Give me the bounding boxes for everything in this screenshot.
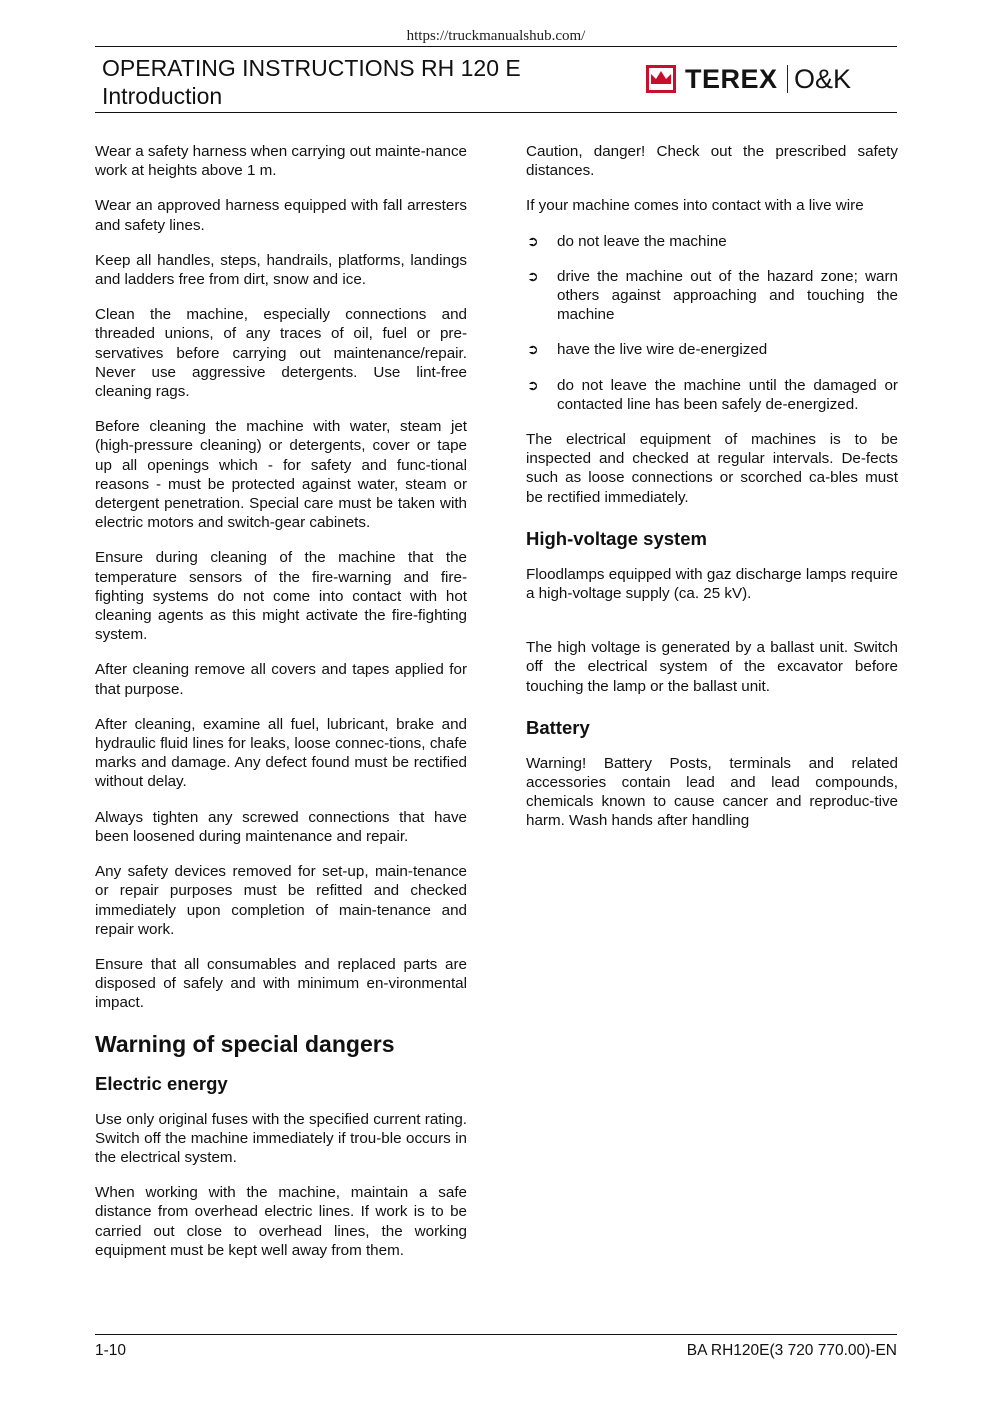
logo-brand-text: TEREX bbox=[685, 63, 778, 94]
list-item bbox=[526, 232, 898, 251]
source-url[interactable]: https://truckmanualshub.com/ bbox=[406, 28, 586, 44]
paragraph: Wear an approved harness equipped with fall arresters and safety lines. bbox=[95, 197, 467, 234]
terex-ok-logo bbox=[646, 64, 896, 94]
subheading-high-voltage-system: High-voltage system bbox=[526, 527, 707, 549]
list-item-text: drive the machine out of the hazard zone; warn others against approaching and touching the machine bbox=[557, 267, 898, 324]
arrow-bullet-icon: ➲ bbox=[527, 376, 539, 393]
logo-partner-text: O&K bbox=[794, 63, 852, 94]
paragraph: Before cleaning the machine with water, steam jet (high-pressure cleaning) or detergents, cover or tape up all openings which - for safety and func-tional reasons - must be protected against water, steam or detergent penetration. Special care must be taken with electric motors and switch-gear cabinets. bbox=[95, 418, 467, 532]
paragraph: The high voltage is generated by a ballast unit. Switch off the electrical system of the excavator before touching the lamp or the ballast unit. bbox=[526, 639, 898, 695]
paragraph: Clean the machine, especially connections and threaded unions, of any traces of oil, fuel or pre-servatives before carrying out maintenance/repair. Never use aggressive detergents. Use lint-free cleaning rags. bbox=[95, 306, 467, 401]
paragraph: Any safety devices removed for set-up, main-tenance or repair purposes must be refitted and checked immediately upon completion of main-tenance and repair work. bbox=[95, 863, 467, 938]
arrow-bullet-icon: ➲ bbox=[527, 267, 539, 284]
paragraph: Floodlamps equipped with gaz discharge lamps require a high-voltage supply (ca. 25 kV). bbox=[526, 565, 898, 603]
paragraph: Always tighten any screwed connections that have been loosened during maintenance and repair. bbox=[95, 808, 467, 845]
header-top-rule bbox=[95, 46, 897, 47]
header-bottom-rule bbox=[95, 112, 897, 113]
paragraph: When working with the machine, maintain a safe distance from overhead electric lines. If work is to be carried out close to overhead lines, the working equipment must be kept well away from them. bbox=[95, 1184, 467, 1259]
arrow-bullet-icon: ➲ bbox=[527, 341, 539, 358]
paragraph: If your machine comes into contact with a live wire bbox=[526, 197, 864, 215]
list-item-text: do not leave the machine bbox=[557, 232, 727, 250]
document-title: OPERATING INSTRUCTIONS RH 120 E bbox=[102, 55, 521, 81]
list-item bbox=[526, 340, 898, 359]
list-item-text: have the live wire de-energized bbox=[557, 341, 768, 359]
list-item bbox=[526, 267, 898, 325]
paragraph: Ensure that all consumables and replaced parts are disposed of safely and with minimum en-vironmental impact. bbox=[95, 955, 467, 1012]
paragraph: Ensure during cleaning of the machine that the temperature sensors of the fire-warning and fire-fighting systems do not come into contact with hot cleaning agents as this might activate the fire-fighting system. bbox=[95, 549, 467, 644]
paragraph: The electrical equipment of machines is to be inspected and checked at regular intervals. De-fects such as loose connections or scorched ca-bles must be rectified immediately. bbox=[526, 431, 898, 506]
footer-rule bbox=[95, 1334, 897, 1335]
document-reference: BA RH120E(3 720 770.00)-EN bbox=[686, 1342, 897, 1359]
page-number: 1-10 bbox=[95, 1342, 127, 1359]
paragraph: Keep all handles, steps, handrails, platforms, landings and ladders free from dirt, snow and ice. bbox=[95, 251, 467, 289]
paragraph: Caution, danger! Check out the prescribed safety distances. bbox=[526, 143, 898, 180]
paragraph: Warning! Battery Posts, terminals and related accessories contain lead and lead compounds, chemicals known to cause cancer and reproduc-tive harm. Wash hands after handling bbox=[526, 754, 898, 830]
live-wire-action-list bbox=[526, 232, 898, 414]
list-item-text: do not leave the machine until the damaged or contacted line has been safely de-energized. bbox=[557, 376, 898, 413]
list-item bbox=[526, 376, 898, 414]
chapter-title: Introduction bbox=[102, 83, 223, 109]
logo-separator bbox=[787, 65, 789, 93]
subheading-electric-energy: Electric energy bbox=[95, 1072, 228, 1094]
terex-crown-logo-icon bbox=[646, 65, 676, 93]
left-column bbox=[95, 142, 467, 1276]
paragraph: After cleaning, examine all fuel, lubricant, brake and hydraulic fluid lines for leaks, loose connec-tions, chafe marks and damage. Any defect found must be rectified without delay. bbox=[95, 715, 467, 791]
right-column bbox=[526, 142, 898, 847]
arrow-bullet-icon: ➲ bbox=[527, 232, 539, 249]
paragraph: Use only original fuses with the specified current rating. Switch off the machine immediately if trou-ble occurs in the electrical system. bbox=[95, 1110, 467, 1166]
paragraph: After cleaning remove all covers and tapes applied for that purpose. bbox=[95, 661, 467, 698]
section-heading-special-dangers: Warning of special dangers bbox=[95, 1030, 395, 1057]
subheading-battery: Battery bbox=[526, 716, 590, 738]
page-header-title bbox=[102, 54, 521, 110]
paragraph: Wear a safety harness when carrying out mainte-nance work at heights above 1 m. bbox=[95, 143, 468, 180]
